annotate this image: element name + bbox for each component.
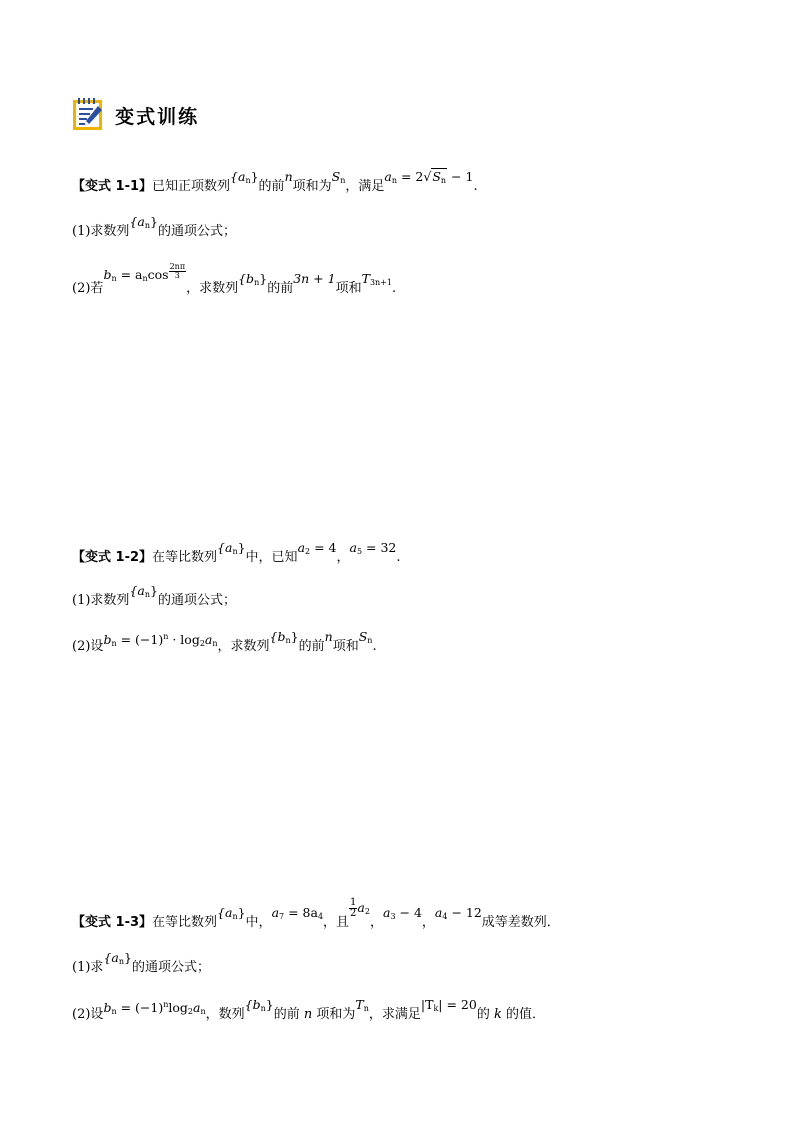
problem-tag: 【变式 1-3】: [72, 915, 153, 930]
text: .: [473, 179, 478, 194]
text: ，数列: [205, 1007, 245, 1022]
text: 的: [476, 1007, 494, 1022]
problem-tag: 【变式 1-1】: [72, 179, 153, 194]
text: 求: [90, 960, 104, 975]
math-Sn: $S_n$: [358, 629, 373, 645]
text: 中，已知: [245, 550, 298, 565]
math-bn-definition: $b_n = a_n\cos$ $\frac{2n\pi}{3}$: [103, 262, 186, 283]
part-label: (2): [72, 281, 91, 296]
text: 项和为: [292, 179, 332, 194]
text: 设: [90, 1007, 104, 1022]
math-Tn: $T_n$: [355, 997, 369, 1013]
math-condition: $a_n = 2√S_n - 1$: [384, 169, 474, 185]
text: 的前: [298, 639, 325, 654]
text: 若: [90, 281, 104, 296]
math-bn-definition: $b_n = (-1)^n \cdot \log_2a_n$: [103, 632, 218, 648]
math-n: n: [284, 169, 293, 184]
math-k: k: [493, 1007, 502, 1022]
text: 在等比数列: [152, 915, 218, 930]
text: 中，: [245, 915, 272, 930]
text: 的通项公式；: [157, 224, 236, 239]
notepad-pencil-icon: [72, 97, 104, 131]
text: ，求数列: [186, 281, 239, 296]
math-a4-minus-12: $a_4 - 12$: [434, 905, 482, 921]
problem-1-1-part1: [72, 214, 236, 243]
math-abs-Tk: $|T_k| = 20$: [420, 997, 477, 1013]
text: 成等差数列．: [481, 915, 560, 930]
math-n: n: [303, 1007, 313, 1022]
text: 的通项公式；: [131, 960, 210, 975]
section-heading: [72, 97, 199, 131]
section-title: 变式训练: [115, 105, 200, 128]
part-label: (1): [72, 593, 91, 608]
math-a5: $a_5 = 32$: [349, 540, 397, 556]
math-sequence: $\{b_n\}$: [269, 629, 299, 645]
problem-1-1-stem: [72, 169, 478, 198]
text: 设: [90, 639, 104, 654]
text: 的值．: [501, 1007, 546, 1022]
text: 求数列: [90, 593, 130, 608]
math-sequence: $\{a_n\}$: [103, 950, 132, 966]
math-sequence: $\{a_n\}$: [217, 905, 246, 921]
part-label: (2): [72, 639, 91, 654]
text: 项和: [332, 639, 359, 654]
text: .: [392, 281, 397, 296]
text: ，: [421, 915, 435, 930]
math-T: $T_{3n+1}$: [361, 271, 392, 287]
text: 项和: [335, 281, 362, 296]
text: 的通项公式；: [157, 593, 236, 608]
text: ，: [369, 915, 383, 930]
text: .: [396, 550, 401, 565]
text: 在等比数列: [152, 550, 218, 565]
text: ，求数列: [217, 639, 270, 654]
problem-1-3-stem: [72, 897, 560, 934]
math-n: n: [324, 629, 333, 644]
text: ，且: [323, 915, 350, 930]
problem-tag: 【变式 1-2】: [72, 550, 153, 565]
problem-1-2-stem: [72, 540, 401, 569]
text: 的前: [267, 281, 294, 296]
part-label: (1): [72, 224, 91, 239]
math-sequence: $\{a_n\}$: [129, 214, 158, 230]
math-count: 3n + 1: [293, 271, 336, 286]
math-a7: $a_7 = 8a_4$: [271, 905, 324, 921]
text: 项和为: [312, 1007, 356, 1022]
text: 的前: [273, 1007, 304, 1022]
math-half-a2: $\frac{1}{2}$ $a_2$: [350, 897, 370, 919]
problem-1-3-part1: [72, 950, 210, 979]
math-sequence: $\{b_n\}$: [244, 997, 274, 1013]
text: .: [372, 639, 377, 654]
problem-1-2-part2: [72, 629, 377, 658]
text: 已知正项数列: [152, 179, 231, 194]
text: 的前: [258, 179, 285, 194]
text: ，满足: [345, 179, 385, 194]
text: 求数列: [90, 224, 130, 239]
text: ，: [336, 550, 350, 565]
math-a2: $a_2 = 4$: [297, 540, 337, 556]
problem-1-2-part1: [72, 583, 236, 612]
problem-1-1-part2: [72, 262, 397, 300]
text: ，求满足: [368, 1007, 421, 1022]
part-label: (1): [72, 960, 91, 975]
part-label: (2): [72, 1007, 91, 1022]
math-bn-definition: $b_n = (-1)^n\log_2a_n$: [103, 1000, 206, 1016]
problem-1-3-part2: [72, 997, 546, 1026]
math-sequence: $\{a_n\}$: [129, 583, 158, 599]
math-a3-minus-4: $a_3 - 4$: [382, 905, 422, 921]
math-Sn: $S_n$: [331, 169, 346, 185]
math-sequence: $\{b_n\}$: [238, 271, 268, 287]
math-sequence: $\{a_n\}$: [217, 540, 246, 556]
math-sequence: $\{a_n\}$: [230, 169, 259, 185]
